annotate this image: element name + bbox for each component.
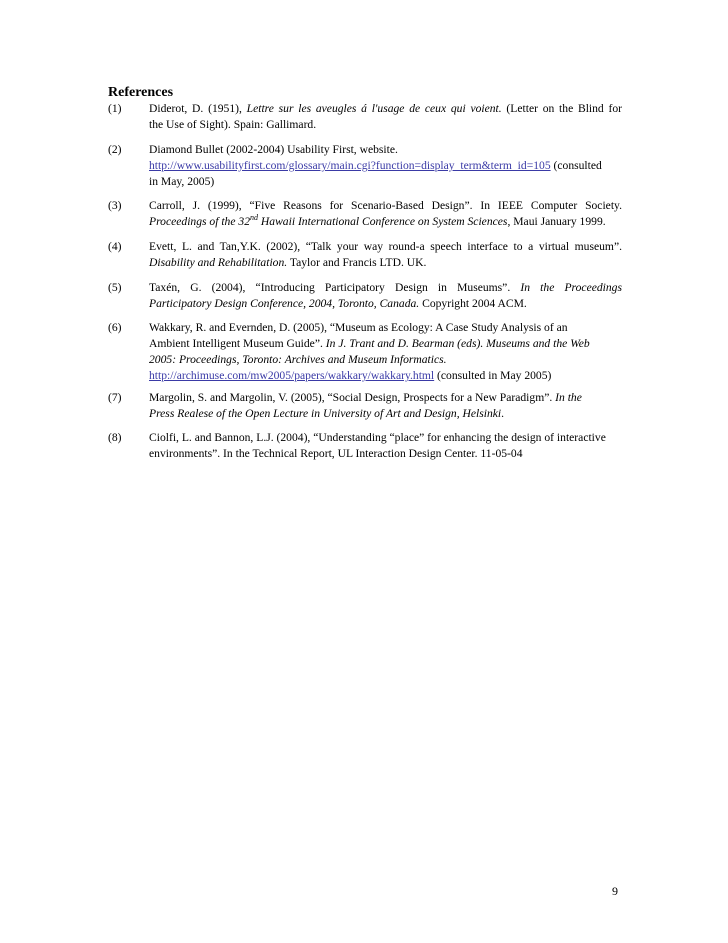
reference-text: Diderot, D. (1951), — [149, 102, 247, 115]
reference-title: Proceedings of the 32 — [149, 215, 250, 228]
reference-line: Ciolfi, L. and Bannon, L.J. (2004), “Understanding “place” for enhancing the design of interactive — [149, 431, 606, 444]
reference-text: . — [501, 407, 505, 420]
reference-line — [149, 368, 622, 384]
reference-line — [149, 158, 622, 174]
reference-item-1 — [108, 101, 622, 133]
reference-link[interactable]: http://archimuse.com/mw2005/papers/wakkary/wakkary.html — [149, 369, 435, 382]
references-heading: References — [108, 85, 174, 100]
reference-text: (consulted — [550, 159, 602, 172]
reference-line: Carroll, J. (1999), “Five Reasons for Scenario-Based Design”. In IEEE Computer Society. — [149, 199, 622, 212]
page-number: 9 — [612, 884, 618, 898]
reference-item-8 — [108, 430, 622, 462]
reference-line: in May, 2005) — [149, 175, 215, 188]
reference-line: environments”. In the Technical Report, UL Interaction Design Center. 11-05-04 — [149, 447, 523, 460]
reference-line: Evett, L. and Tan,Y.K. (2002), “Talk your way round-a speech interface to a virtual museum”. — [149, 240, 622, 253]
reference-text: Margolin, S. and Margolin, V. (2005), “Social Design, Prospects for a New Paradigm”. — [149, 391, 556, 404]
reference-number: (2) — [108, 143, 122, 156]
reference-superscript: nd — [250, 213, 258, 223]
reference-item-7 — [108, 390, 622, 422]
reference-title: Press Realese of the Open Lecture in University of Art and Design, Helsinki — [149, 407, 502, 420]
reference-text: Copyright 2004 ACM. — [419, 297, 527, 310]
reference-line — [149, 280, 622, 296]
reference-title: Participatory Design Conference, 2004, Toronto, Canada. — [149, 297, 420, 310]
reference-number: (8) — [108, 431, 122, 444]
reference-title: In J. Trant and D. Bearman (eds). Museums and the Web — [325, 337, 590, 350]
reference-item-5 — [108, 280, 622, 312]
reference-link[interactable]: http://www.usabilityfirst.com/glossary/main.cgi?function=display_term&term_id=105 — [149, 159, 551, 172]
reference-line — [149, 406, 622, 422]
reference-item-4 — [108, 239, 622, 271]
reference-number: (4) — [108, 240, 122, 253]
reference-title: Lettre sur les aveugles á l'usage de ceux qui voient. — [246, 102, 502, 115]
reference-line — [149, 390, 622, 406]
reference-line: 2005: Proceedings, Toronto: Archives and Museum Informatics. — [149, 353, 447, 366]
reference-item-2 — [108, 142, 622, 190]
reference-line — [149, 336, 622, 352]
reference-number: (7) — [108, 391, 122, 404]
reference-text: Taxén, G. (2004), “Introducing Participatory Design in Museums”. — [149, 281, 521, 294]
reference-number: (6) — [108, 321, 122, 334]
reference-text: (Letter on the Blind for — [501, 102, 622, 115]
reference-line — [149, 101, 622, 117]
reference-line: Wakkary, R. and Evernden, D. (2005), “Museum as Ecology: A Case Study Analysis of an — [149, 321, 568, 334]
reference-number: (1) — [108, 102, 122, 115]
reference-title: In the — [555, 391, 582, 404]
reference-text: (consulted in May 2005) — [434, 369, 552, 382]
reference-title: In the Proceedings — [520, 281, 622, 294]
reference-title: Hawaii International Conference on System Sciences — [258, 215, 508, 228]
reference-text: , Maui January 1999. — [507, 215, 606, 228]
reference-number: (3) — [108, 199, 122, 212]
reference-line: Diamond Bullet (2002-2004) Usability First, website. — [149, 143, 398, 156]
reference-text: Taylor and Francis LTD. UK. — [287, 256, 427, 269]
reference-line — [149, 296, 622, 312]
reference-item-6 — [108, 320, 622, 384]
reference-line: the Use of Sight). Spain: Gallimard. — [149, 118, 317, 131]
reference-title: Disability and Rehabilitation. — [149, 256, 288, 269]
reference-item-3 — [108, 198, 622, 230]
reference-line — [149, 255, 622, 271]
reference-text: Ambient Intelligent Museum Guide”. — [149, 337, 326, 350]
reference-number: (5) — [108, 281, 122, 294]
reference-line — [149, 214, 622, 230]
